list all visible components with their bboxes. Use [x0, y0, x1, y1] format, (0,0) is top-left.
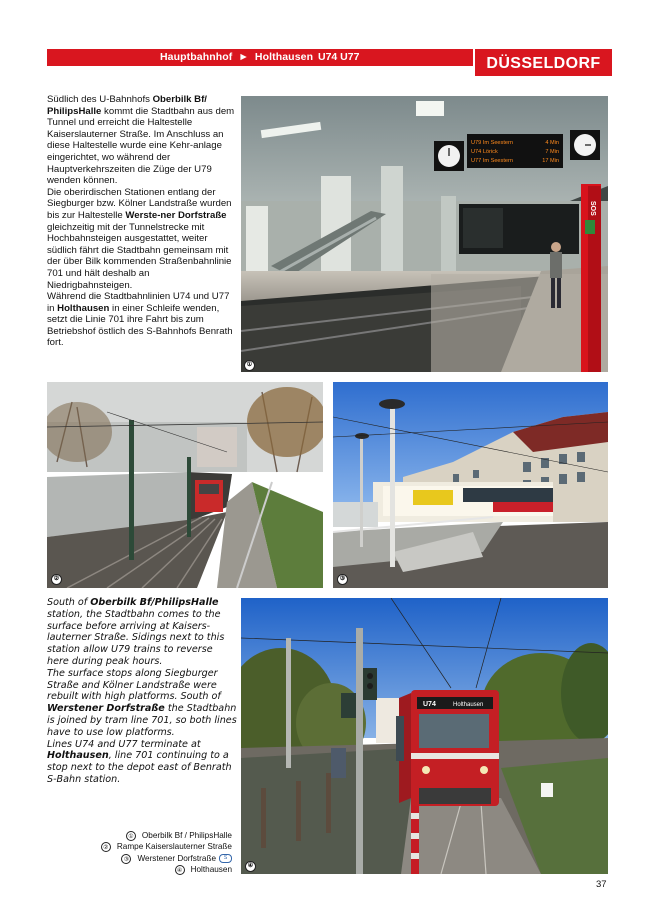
legend-label: Oberbilk Bf / PhilipsHalle [141, 831, 232, 840]
german-text [47, 94, 237, 349]
route-title [160, 51, 313, 63]
photo-legend [80, 830, 232, 876]
route-arrow-icon: ► [238, 51, 249, 63]
station-name: Oberbilk Bf/PhilipsHalle [90, 597, 219, 608]
legend-row [80, 830, 232, 841]
photo-number-badge: ④ [245, 861, 256, 872]
photo-number-badge: ③ [337, 574, 348, 585]
text-run: Südlich des U-Bahnhofs [47, 94, 153, 105]
station-name: Werste-ner Dorfstraße [125, 209, 227, 221]
legend-number: ② [101, 842, 111, 852]
german-paragraph [47, 94, 237, 187]
legend-number: ① [126, 831, 136, 841]
display-time: 7 Min [545, 149, 559, 155]
text-run: kommt die Stadtbahn aus dem Tunnel und erreicht die Haltestelle Kaiserslauterner Straße. Im Anschluss an diese Haltestelle wurde eine Kehr-anlage eingerichtet, wo während der Hauptverkehrszeiten die Züge der U79 wenden können. [47, 105, 235, 187]
legend-row [80, 841, 232, 852]
route-lines: U74 U77 [318, 51, 360, 63]
text-run: Die oberirdischen Stationen entlang der Siegburger bzw. Kölner Landstraße wurden bis zur Haltestelle [47, 186, 232, 221]
text-run: station, the Stadtbahn comes to the surface before arriving at Kaisers-lauterner Straße. Sidings next to this station allow U79 trains to reverse here during peak hours. [47, 608, 225, 667]
sos-sign: SOS [589, 201, 596, 216]
city-title: DÜSSELDORF [473, 49, 612, 76]
text-run: Während die Stadtbahnlinien U74 und U77 in [47, 291, 230, 314]
english-paragraph [47, 668, 237, 739]
photo-holthausen [241, 598, 608, 874]
english-paragraph [47, 597, 237, 668]
text-run: , line 701 continuing to a stop next to the depot east of Benrath S-Bahn station. [47, 750, 232, 785]
display-destination: U74 Lörick [471, 149, 498, 155]
tram-line-sign: U74 [423, 701, 436, 708]
page-number: 37 [596, 879, 607, 890]
legend-label: Rampe Kaiserslauterner Straße [116, 842, 232, 852]
s-bahn-icon: S [219, 854, 232, 863]
display-destination: U77 Im Seestern [471, 158, 513, 164]
photo-werstener-dorfstrasse [333, 382, 608, 588]
text-run: Lines U74 and U77 terminate at [47, 738, 201, 750]
photo-ramp-kaiserslauterner [47, 382, 323, 588]
tram-destination-sign: Holthausen [453, 702, 484, 708]
text-run: in einer Schleife wenden, setzt die Linie 701 ihre Fahrt bis zum Betriebshof östlich des S-Bahnhofs Benrath fort. [47, 302, 233, 349]
route-to: Holthausen [254, 51, 314, 63]
english-text [47, 597, 237, 786]
station-name: Holthausen [57, 302, 110, 314]
display-time: 17 Min [542, 158, 559, 164]
legend-row [80, 853, 232, 864]
display-destination: U79 Im Seestern [471, 140, 513, 146]
legend-number: ④ [175, 865, 185, 875]
route-from: Hauptbahnhof [160, 51, 233, 63]
display-time: 4 Min [545, 140, 559, 146]
german-paragraph [47, 291, 237, 349]
text-run: the Stadtbahn is joined by tram line 701, so both lines have to use low platforms. [47, 703, 237, 738]
legend-label: Werstener Dorfstraße [137, 853, 216, 863]
legend-number: ③ [121, 854, 131, 864]
legend-row [80, 864, 232, 875]
photo-number-badge: ① [244, 360, 255, 371]
text-run: South of [47, 597, 91, 608]
english-paragraph [47, 739, 237, 786]
station-name: Werstener Dorfstraße [47, 703, 165, 715]
legend-label: Holthausen [190, 865, 232, 875]
text-run: The surface stops along Siegburger Straße and Kölner Landstraße were rebuilt with high platforms. South of [47, 667, 221, 703]
photo-number-badge: ② [51, 574, 62, 585]
text-run: gleichzeitig mit der Tunnelstrecke mit Hochbahnsteigen ausgestattet, weiter südlich fährt die Stadtbahn gemeinsam mit der über Bilk kommenden Straßenbahnlinie 701 und hält deshalb an Niedrigbahnsteigen. [47, 221, 232, 291]
photo-oberbilk-station [241, 96, 608, 372]
station-name: Holthausen [47, 750, 109, 762]
station-name: Oberbilk Bf/ PhilipsHalle [47, 94, 207, 117]
german-paragraph [47, 187, 237, 291]
